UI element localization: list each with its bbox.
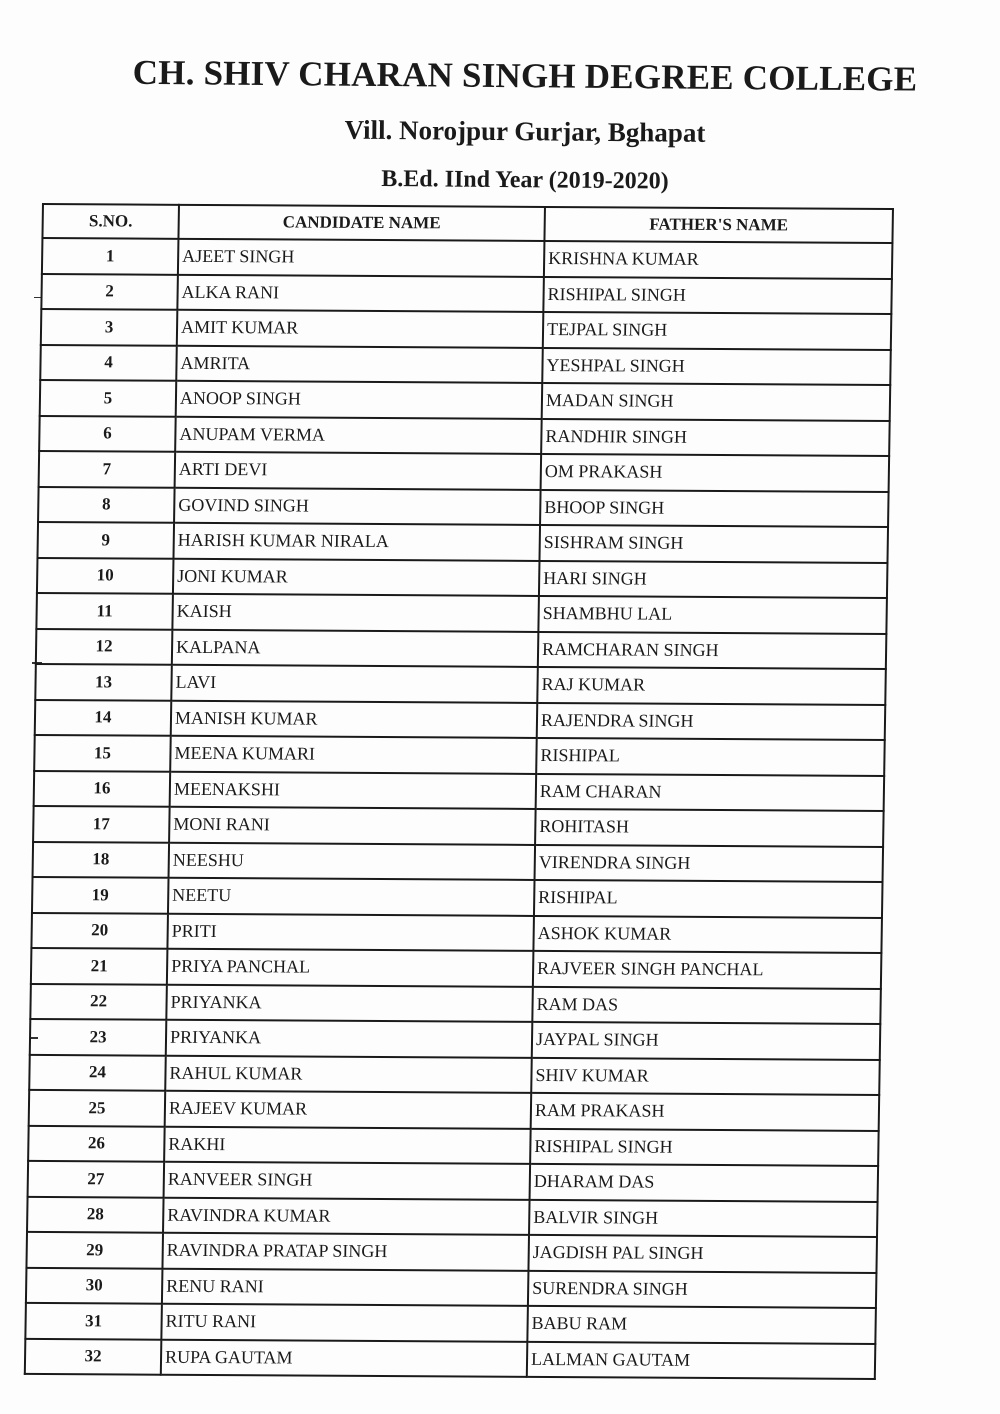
candidate-name-cell: ANUPAM VERMA — [175, 416, 542, 454]
fathers-name-cell: SHIV KUMAR — [531, 1057, 880, 1095]
candidate-name-cell: RAJEEV KUMAR — [165, 1091, 532, 1129]
serial-number-cell: 20 — [31, 912, 168, 948]
candidate-name-cell: MEENA KUMARI — [170, 736, 537, 774]
table-row — [34, 735, 885, 776]
candidate-name-cell: RAVINDRA KUMAR — [163, 1197, 530, 1235]
table-row — [28, 1125, 879, 1166]
candidate-table-wrapper — [24, 203, 892, 1380]
serial-number-cell: 2 — [41, 274, 178, 310]
fathers-name-cell: RAJENDRA SINGH — [537, 702, 886, 740]
table-row — [36, 593, 887, 634]
table-row — [32, 877, 883, 918]
table-row — [25, 1303, 876, 1344]
table-row — [30, 983, 881, 1024]
table-row — [39, 415, 890, 456]
table-row — [33, 841, 884, 882]
candidate-name-cell: NEETU — [168, 878, 535, 916]
table-row — [35, 664, 886, 705]
fathers-name-cell: BHOOP SINGH — [540, 489, 889, 527]
column-header-sno: S.NO. — [42, 204, 179, 239]
serial-number-cell: 22 — [30, 983, 167, 1019]
table-row — [33, 806, 884, 847]
fathers-name-cell: SISHRAM SINGH — [539, 525, 888, 563]
course-session: B.Ed. IInd Year (2019-2020) — [381, 165, 669, 195]
candidate-name-cell: JONI KUMAR — [173, 558, 540, 596]
serial-number-cell: 19 — [32, 877, 169, 913]
serial-number-cell: 18 — [33, 841, 170, 877]
fathers-name-cell: RISHIPAL SINGH — [543, 276, 892, 314]
candidate-name-cell: AMIT KUMAR — [177, 310, 544, 348]
fathers-name-cell: RISHIPAL — [534, 880, 883, 918]
candidate-name-cell: GOVIND SINGH — [174, 487, 541, 525]
fathers-name-cell: RAM DAS — [532, 986, 881, 1024]
table-row — [38, 486, 889, 527]
serial-number-cell: 16 — [34, 770, 171, 806]
candidate-name-cell: RAVINDRA PRATAP SINGH — [162, 1233, 529, 1271]
serial-number-cell: 12 — [36, 628, 173, 664]
candidate-name-cell: AMRITA — [176, 345, 543, 383]
candidate-name-cell: PRIYANKA — [166, 1020, 533, 1058]
fathers-name-cell: RAJ KUMAR — [537, 667, 886, 705]
table-row — [26, 1267, 877, 1308]
serial-number-cell: 32 — [25, 1338, 162, 1374]
fathers-name-cell: KRISHNA KUMAR — [544, 241, 893, 279]
candidate-name-cell: MANISH KUMAR — [171, 700, 538, 738]
serial-number-cell: 1 — [42, 238, 179, 274]
candidate-name-cell: AJEET SINGH — [178, 239, 545, 277]
serial-number-cell: 3 — [41, 309, 178, 345]
table-row — [29, 1090, 880, 1131]
table-row — [41, 309, 892, 350]
table-row — [41, 274, 892, 315]
candidate-name-cell: RITU RANI — [161, 1304, 528, 1342]
candidate-name-cell: KAISH — [172, 594, 539, 632]
fathers-name-cell: SHAMBHU LAL — [538, 596, 887, 634]
candidate-name-cell: PRITI — [167, 913, 534, 951]
column-header-candidate-name: CANDIDATE NAME — [178, 205, 545, 241]
serial-number-cell: 9 — [37, 522, 174, 558]
serial-number-cell: 21 — [31, 948, 168, 984]
candidate-name-cell: KALPANA — [172, 629, 539, 667]
table-row — [36, 628, 887, 669]
candidate-name-cell: MEENAKSHI — [170, 771, 537, 809]
table-row — [37, 522, 888, 563]
candidate-name-cell: PRIYANKA — [166, 984, 533, 1022]
table-row — [27, 1196, 878, 1237]
fathers-name-cell: LALMAN GAUTAM — [527, 1341, 876, 1379]
fathers-name-cell: JAYPAL SINGH — [532, 1022, 881, 1060]
fathers-name-cell: DHARAM DAS — [530, 1164, 879, 1202]
fathers-name-cell: ASHOK KUMAR — [533, 915, 882, 953]
serial-number-cell: 31 — [25, 1303, 162, 1339]
table-row — [34, 770, 885, 811]
fathers-name-cell: TEJPAL SINGH — [543, 312, 892, 350]
table-row — [37, 557, 888, 598]
fathers-name-cell: MADAN SINGH — [542, 383, 891, 421]
serial-number-cell: 10 — [37, 557, 174, 593]
table-body — [25, 238, 893, 1379]
candidate-name-cell: LAVI — [171, 665, 538, 703]
fathers-name-cell: HARI SINGH — [539, 560, 888, 598]
candidate-name-cell: RAHUL KUMAR — [165, 1055, 532, 1093]
fathers-name-cell: RAM PRAKASH — [531, 1093, 880, 1131]
college-address: Vill. Norojpur Gurjar, Bghapat — [344, 114, 706, 148]
table-row — [40, 344, 891, 385]
fathers-name-cell: RISHIPAL — [536, 738, 885, 776]
fathers-name-cell: RAM CHARAN — [536, 773, 885, 811]
candidate-table — [24, 203, 894, 1380]
serial-number-cell: 7 — [39, 451, 176, 487]
table-row — [28, 1161, 879, 1202]
table-row — [39, 451, 890, 492]
candidate-name-cell: HARISH KUMAR NIRALA — [173, 523, 540, 561]
serial-number-cell: 28 — [27, 1196, 164, 1232]
serial-number-cell: 5 — [40, 380, 177, 416]
serial-number-cell: 23 — [30, 1019, 167, 1055]
fathers-name-cell: RISHIPAL SINGH — [530, 1128, 879, 1166]
fathers-name-cell: RAMCHARAN SINGH — [538, 631, 887, 669]
serial-number-cell: 13 — [35, 664, 172, 700]
fathers-name-cell: RAJVEER SINGH PANCHAL — [533, 951, 882, 989]
serial-number-cell: 26 — [28, 1125, 165, 1161]
college-title: CH. SHIV CHARAN SINGH DEGREE COLLEGE — [132, 52, 918, 99]
candidate-name-cell: NEESHU — [169, 842, 536, 880]
serial-number-cell: 30 — [26, 1267, 163, 1303]
serial-number-cell: 17 — [33, 806, 170, 842]
table-row — [31, 948, 882, 989]
candidate-name-cell: RAKHI — [164, 1126, 531, 1164]
fathers-name-cell: RANDHIR SINGH — [541, 418, 890, 456]
fathers-name-cell: BABU RAM — [527, 1306, 876, 1344]
fathers-name-cell: SURENDRA SINGH — [528, 1270, 877, 1308]
serial-number-cell: 8 — [38, 486, 175, 522]
candidate-name-cell: PRIYA PANCHAL — [167, 949, 534, 987]
table-row — [29, 1054, 880, 1095]
table-row — [25, 1338, 876, 1379]
serial-number-cell: 24 — [29, 1054, 166, 1090]
table-row — [40, 380, 891, 421]
column-header-fathers-name: FATHER'S NAME — [544, 207, 893, 243]
fathers-name-cell: ROHITASH — [535, 809, 884, 847]
candidate-name-cell: RANVEER SINGH — [164, 1162, 531, 1200]
table-row — [35, 699, 886, 740]
table-row — [31, 912, 882, 953]
serial-number-cell: 29 — [26, 1232, 163, 1268]
table-header-row — [42, 204, 893, 243]
serial-number-cell: 11 — [36, 593, 173, 629]
candidate-name-cell: MONI RANI — [169, 807, 536, 845]
fathers-name-cell: YESHPAL SINGH — [542, 347, 891, 385]
table-row — [42, 238, 893, 279]
fathers-name-cell: JAGDISH PAL SINGH — [528, 1235, 877, 1273]
candidate-name-cell: ARTI DEVI — [175, 452, 542, 490]
serial-number-cell: 4 — [40, 344, 177, 380]
candidate-name-cell: ALKA RANI — [177, 274, 544, 312]
table-row — [30, 1019, 881, 1060]
serial-number-cell: 14 — [35, 699, 172, 735]
serial-number-cell: 6 — [39, 415, 176, 451]
table-row — [26, 1232, 877, 1273]
fathers-name-cell: BALVIR SINGH — [529, 1199, 878, 1237]
serial-number-cell: 27 — [28, 1161, 165, 1197]
serial-number-cell: 25 — [29, 1090, 166, 1126]
serial-number-cell: 15 — [34, 735, 171, 771]
candidate-name-cell: RUPA GAUTAM — [161, 1339, 528, 1377]
fathers-name-cell: VIRENDRA SINGH — [535, 844, 884, 882]
fathers-name-cell: OM PRAKASH — [541, 454, 890, 492]
candidate-name-cell: ANOOP SINGH — [176, 381, 543, 419]
candidate-name-cell: RENU RANI — [162, 1268, 529, 1306]
